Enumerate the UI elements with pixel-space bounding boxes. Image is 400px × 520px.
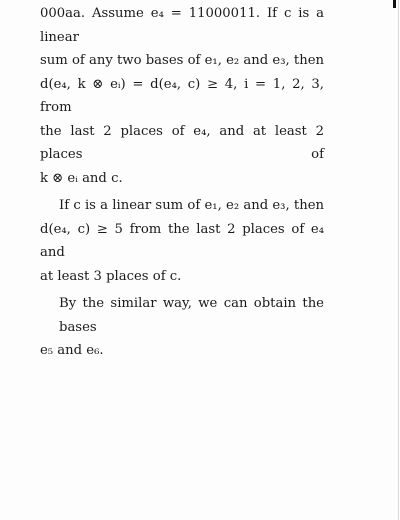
text-line: By the similar way, we can obtain the bases xyxy=(59,296,324,335)
paragraph-1 xyxy=(40,2,324,190)
scan-edge-mark xyxy=(393,0,396,8)
text-line: 000aa. Assume e₄ = 11000011. If c is a linear xyxy=(40,6,324,45)
text-line: k ⊗ eᵢ and c. xyxy=(40,170,123,186)
scan-edge-line xyxy=(398,0,399,520)
text-line: d(e₄, k ⊗ eᵢ) = d(e₄, c) ≥ 4, i = 1, 2, 3, from xyxy=(40,76,324,115)
paragraph-2 xyxy=(40,194,324,288)
text-line: the last 2 places of e₄, and at least 2 places of xyxy=(40,123,324,162)
text-line: sum of any two bases of e₁, e₂ and e₃, then xyxy=(40,53,324,68)
document-body xyxy=(40,2,324,363)
text-line: e₅ and e₆. xyxy=(40,343,104,358)
text-line: If c is a linear sum of e₁, e₂ and e₃, then xyxy=(59,198,324,213)
paragraph-3 xyxy=(40,292,324,363)
text-line: d(e₄, c) ≥ 5 from the last 2 places of e₄ and xyxy=(40,221,324,260)
text-line: at least 3 places of c. xyxy=(40,268,182,284)
